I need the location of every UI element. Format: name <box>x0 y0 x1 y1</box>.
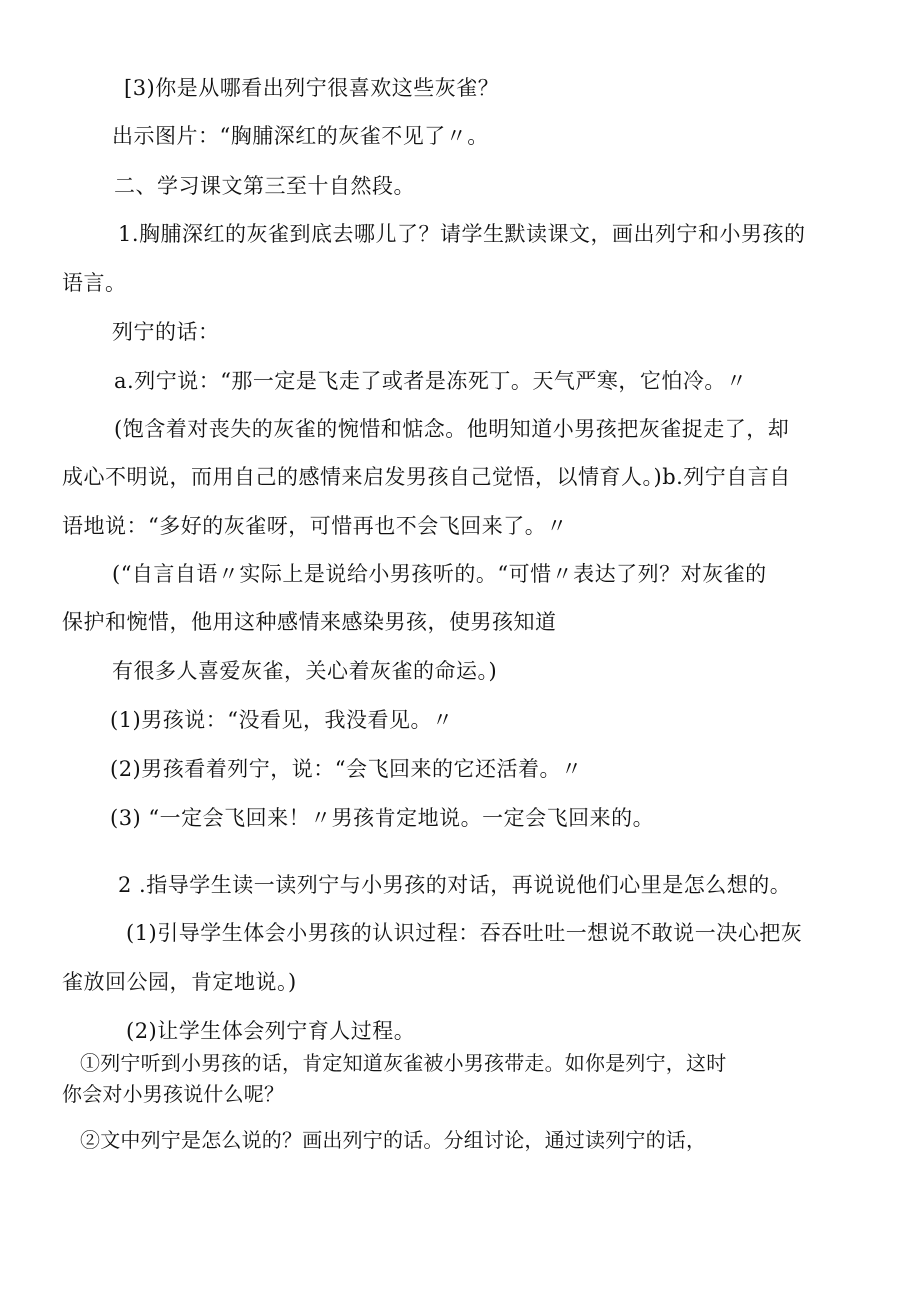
text-line: ②文中列宁是怎么说的？画出列宁的话。分组讨论，通过读列宁的话， <box>80 1128 707 1152</box>
text-line: 列宁的话： <box>112 320 220 344</box>
text-line: a.列宁说：“那一定是飞走了或者是冻死丁。天气严寒，它怕冷。〃 <box>114 369 748 393</box>
text-line: 有很多人喜爱灰雀，关心着灰雀的命运。) <box>112 659 498 683</box>
text-line: 出示图片：“胸脯深红的灰雀不见了〃。 <box>112 124 489 148</box>
text-line: (1)男孩说：“没看见，我没看见。〃 <box>110 708 454 732</box>
text-line: (2)让学生体会列宁育人过程。 <box>126 1019 416 1043</box>
text-line: 语言。 <box>62 271 127 295</box>
text-line: (1)引导学生体会小男孩的认识过程：吞吞吐吐一想说不敢说一决心把灰 <box>126 921 803 945</box>
text-line: 语地说：“多好的灰雀呀，可惜再也不会飞回来了。〃 <box>62 514 568 538</box>
text-line: (3) “一定会飞回来！〃男孩肯定地说。一定会飞回来的。 <box>110 806 655 830</box>
text-line: (2)男孩看着列宁，说：“会飞回来的它还活着。〃 <box>110 757 583 781</box>
text-line: 2 .指导学生读一读列宁与小男孩的对话，再说说他们心里是怎么想的。 <box>118 873 792 897</box>
text-line: 雀放回公园，肯定地说。) <box>62 970 297 994</box>
text-line: ①列宁听到小男孩的话，肯定知道灰雀被小男孩带走。如你是列宁，这时 <box>80 1051 727 1075</box>
text-line: 1.胸脯深红的灰雀到底去哪儿了？请学生默读课文，画出列宁和小男孩的 <box>118 222 806 246</box>
text-line: (“自言自语〃实际上是说给小男孩听的。“可惜〃表达了列？对灰雀的 <box>112 562 767 586</box>
text-line: 保护和惋惜，他用这种感情来感染男孩，使男孩知道 <box>62 610 557 634</box>
text-line: 二、学习课文第三至十自然段。 <box>114 174 415 198</box>
text-line: 你会对小男孩说什么呢？ <box>62 1082 285 1106</box>
text-line: (饱含着对丧失的灰雀的惋惜和惦念。他明知道小男孩把灰雀捉走了，却 <box>114 417 790 441</box>
text-line: [3)你是从哪看出列宁很喜欢这些灰雀？ <box>124 76 500 100</box>
text-line: 成心不明说，而用自己的感情来启发男孩自己觉悟，以情育人。)b.列宁自言自 <box>62 465 791 489</box>
